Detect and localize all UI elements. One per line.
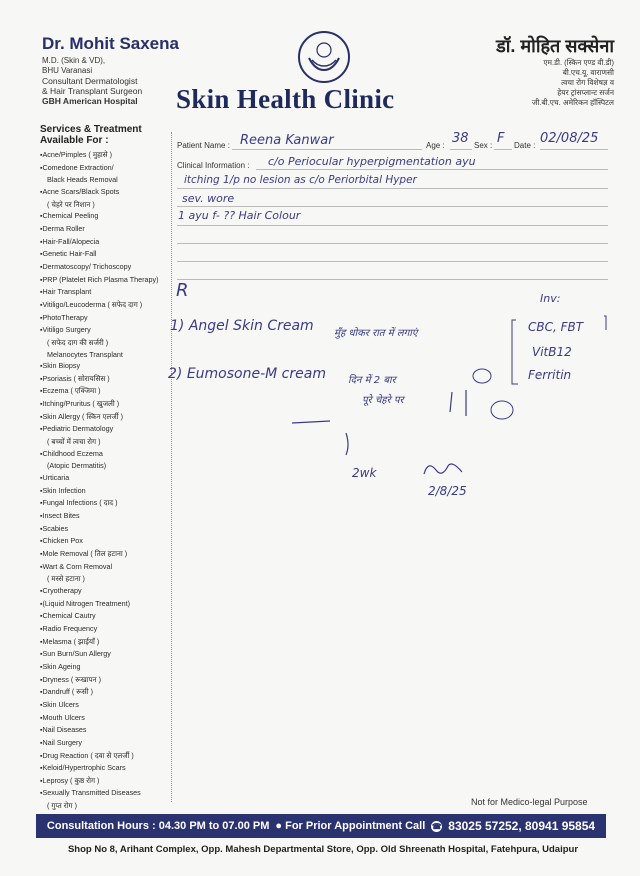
service-item: ( मस्से हटाना ) (47, 574, 85, 584)
investigations-box (510, 290, 608, 386)
clinical-note-line: c/o Periocular hyperpigmentation ayu (268, 155, 476, 168)
age-label: Age : (426, 141, 445, 150)
service-item: ▪ Skin Biopsy (40, 360, 170, 373)
investigation-item: VitB12 (532, 345, 572, 359)
followup-note: 2wk (352, 466, 377, 480)
date-line (540, 149, 608, 150)
clinic-logo (297, 30, 351, 84)
medication-2-instruction: दिन में 2 बार (348, 375, 396, 386)
service-item: ▪ Vitiligo Surgery (40, 324, 170, 337)
not-medico-legal-note: Not for Medico-legal Purpose (471, 797, 588, 807)
service-item: ▪ Chemical Cautry (40, 610, 170, 623)
service-item: ▪ (Liquid Nitrogen Treatment) (40, 598, 170, 611)
service-item: ▪ Insect Bites (40, 510, 170, 523)
hindi-qualification-line: हेयर ट्रांसप्लान्ट सर्जन (557, 88, 614, 97)
clinic-name: Skin Health Clinic (176, 84, 395, 114)
services-title: Services & Treatment Available For : (40, 124, 142, 146)
service-item: ▪ Nail Diseases (40, 724, 170, 737)
service-item: ▪ Acne Scars/Black Spots (40, 186, 170, 199)
service-item: ▪ Itching/Pruritus ( खुजली ) (40, 398, 170, 411)
clinical-line (177, 279, 608, 280)
service-item: ▪ Sexually Transmitted Diseases (40, 787, 170, 800)
service-item: ▪ Skin Infection (40, 485, 170, 498)
clinical-line (177, 243, 608, 244)
service-item: ▪ Acne/Pimples ( मुहासे ) (40, 149, 170, 162)
service-item: ▪ Dermatoscopy/ Trichoscopy (40, 261, 170, 274)
service-item: ▪ Chemical Peeling (40, 210, 170, 223)
clinical-note-line: itching 1/p no lesion as c/o Periorbital Hyper (184, 174, 417, 186)
services-sidebar (40, 124, 170, 812)
qualification-line: M.D. (Skin & VD), (42, 56, 106, 65)
phone-icon: ☎ (431, 821, 442, 831)
service-item: ▪ Wart & Corn Removal (40, 561, 170, 574)
service-item: ▪ Nail Surgery (40, 737, 170, 750)
investigation-item: CBC, FBT (528, 320, 584, 334)
clinical-info-label: Clinical Information : (177, 161, 250, 170)
service-item: ( गुप्त रोग ) (47, 801, 77, 811)
service-item: ▪ Genetic Hair-Fall (40, 248, 170, 261)
hindi-qualification-line: त्वचा रोग विशेषज्ञ व (561, 78, 614, 87)
service-item: Melanocytes Transplant (47, 349, 123, 359)
clinic-address: Shop No 8, Arihant Complex, Opp. Mahesh Departmental Store, Opp. Old Shreenath Hospital, Fatehpura, Udaipur (67, 844, 579, 855)
signature-date: 2/8/25 (428, 484, 467, 498)
doctor-signature (418, 456, 468, 484)
medication-2-instruction: पूरे चेहरे पर (362, 395, 404, 406)
rx-symbol: R (176, 280, 189, 301)
service-item: ▪ Dandruff ( रूसी ) (40, 686, 170, 699)
age-line (450, 149, 472, 150)
service-item: ▪ Eczema ( एक्जिमा ) (40, 385, 170, 398)
service-item: ▪ Mouth Ulcers (40, 712, 170, 725)
service-item: ▪ Cryotherapy (40, 585, 170, 598)
doctor-qualifications-hindi (470, 58, 614, 108)
service-item: ( बच्चों में त्वचा रोग ) (47, 437, 101, 447)
consultation-bar (36, 814, 606, 838)
service-item: (Atopic Dermatitis) (47, 461, 107, 471)
service-item: ▪ Vitiligo/Leucoderma ( सफेद दाग ) (40, 299, 170, 312)
service-item: ▪ Childhood Eczema (40, 448, 170, 461)
service-item: ( चेहरे पर निशान ) (47, 199, 95, 209)
service-item: ▪ PRP (Platelet Rich Plasma Therapy) (40, 274, 170, 287)
investigation-item: Ferritin (528, 368, 572, 382)
medication-1: 1) Angel Skin Cream (170, 318, 314, 334)
service-item: ▪ Drug Reaction ( दवा से एलर्जी ) (40, 750, 170, 763)
handwritten-strokes (290, 415, 350, 460)
service-item: ▪ Hair Transplant (40, 286, 170, 299)
service-item: ( सफेद दाग की सर्जरी ) (47, 337, 109, 347)
clinical-line (177, 225, 608, 226)
clinical-note-line: 1 ayu f- ?? Hair Colour (178, 209, 301, 222)
sex-line (494, 149, 512, 150)
service-item: ▪ Leprosy ( कुष्ठ रोग ) (40, 775, 170, 788)
medication-1-instruction: मुँह धोकर रात में लगाएं (334, 328, 418, 339)
service-item: ▪ Melasma ( झाईयाँ ) (40, 636, 170, 649)
service-item: ▪ Pediatric Dermatology (40, 423, 170, 436)
service-item: ▪ Radio Frequency (40, 623, 170, 636)
clinical-line (256, 169, 608, 170)
service-item: ▪ Skin Ageing (40, 661, 170, 674)
service-item: ▪ PhotoTherapy (40, 312, 170, 325)
service-item: ▪ Fungal Infections ( दाद ) (40, 497, 170, 510)
qualification-line: Consultant Dermatologist (42, 76, 138, 86)
service-item: ▪ Scabies (40, 523, 170, 536)
date-value: 02/08/25 (540, 131, 599, 146)
patient-name-line (232, 149, 422, 150)
sex-value: F (497, 131, 505, 146)
clinical-line (177, 261, 608, 262)
hindi-qualification-line: एम.डी. (स्किन एण्ड वी.डी) (543, 58, 614, 67)
service-item: ▪ Skin Ulcers (40, 699, 170, 712)
service-item: Black Heads Removal (47, 175, 118, 185)
service-item: ▪ Urticaria (40, 472, 170, 485)
dose-marks (440, 362, 520, 422)
hindi-qualification-line: जी.बी.एच. अमेरिकन हॉस्पिटल (531, 98, 614, 107)
sidebar-divider (171, 132, 172, 802)
service-item: ▪ Derma Roller (40, 223, 170, 236)
consultation-hours: Consultation Hours : 04.30 PM to 07.00 PM (46, 820, 270, 832)
investigations-heading: Inv: (540, 292, 561, 305)
service-item: ▪ Comedone Extraction/ (40, 162, 170, 175)
doctor-name: Dr. Mohit Saxena (42, 34, 179, 53)
patient-name-value: Reena Kanwar (240, 133, 334, 148)
service-item: ▪ Sun Burn/Sun Allergy (40, 648, 170, 661)
hindi-qualification-line: बी.एच.यू. वाराणसी (562, 68, 614, 77)
service-item: ▪ Mole Removal ( तिल हटाना ) (40, 548, 170, 561)
service-item: ▪ Chicken Pox (40, 535, 170, 548)
service-item: ▪ Psoriasis ( सोरायसिस ) (40, 373, 170, 386)
date-label: Date : (514, 141, 536, 150)
appointment-text: ● For Prior Appointment Call (275, 820, 426, 832)
phone-numbers: 83025 57252, 80941 95854 (448, 819, 596, 833)
doctor-qualifications (42, 56, 142, 106)
qualification-line: BHU Varanasi (42, 66, 93, 75)
patient-name-label: Patient Name : (177, 141, 230, 150)
qualification-line: & Hair Transplant Surgeon (42, 86, 143, 96)
medication-2: 2) Eumosone-M cream (168, 366, 326, 382)
service-item: ▪ Hair-Fall/Alopecia (40, 236, 170, 249)
service-item: ▪ Dryness ( रूखापन ) (40, 674, 170, 687)
sex-label: Sex : (474, 141, 493, 150)
service-item: ▪ Keloid/Hypertrophic Scars (40, 762, 170, 775)
clinical-note-line: sev. wore (182, 192, 235, 205)
qualification-line: GBH American Hospital (42, 96, 138, 106)
services-list (40, 149, 170, 812)
service-item: ▪ Skin Allergy ( स्किन एलर्जी ) (40, 411, 170, 424)
clinical-line (177, 206, 608, 207)
clinical-line (177, 188, 608, 189)
doctor-name-hindi: डॉ. मोहित सक्सेना (496, 36, 614, 56)
age-value: 38 (452, 131, 469, 146)
